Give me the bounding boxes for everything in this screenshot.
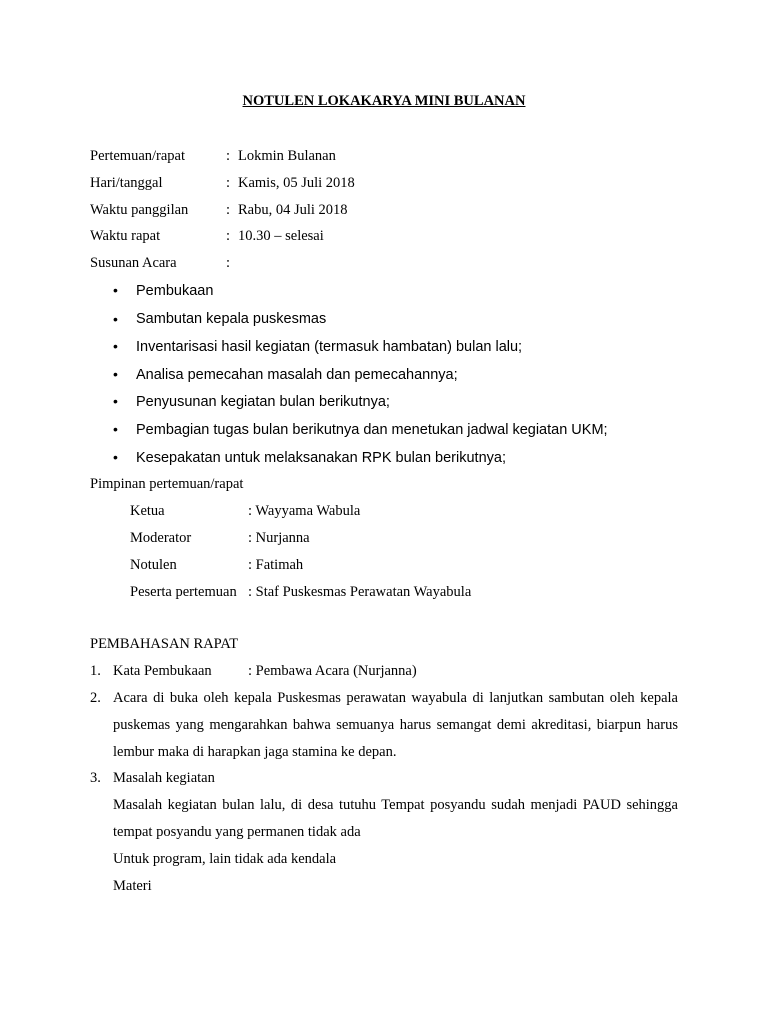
meta-value-invitation: Rabu, 04 Juli 2018 [238, 202, 348, 218]
meta-value-time: 10.30 – selesai [238, 228, 324, 244]
meta-value-meeting: Lokmin Bulanan [238, 148, 336, 164]
meta-label-meeting: Pertemuan/rapat [90, 148, 186, 164]
agenda-item: Kesepakatan untuk melaksanakan RPK bulan berikutnya; [136, 450, 506, 466]
leadership-label: Ketua [130, 503, 165, 519]
discussion-item-text: Acara di buka oleh kepala Puskesmas perawatan wayabula di lanjutkan sambutan oleh kepala puskemas yang mengarahkan bahwa semuanya harus semangat demi akreditasi, biarpun harus lembur maka di harapkan jaga stamina ke depan. [113, 690, 678, 760]
discussion-heading: PEMBAHASAN RAPAT [90, 636, 239, 652]
meta-label-date: Hari/tanggal [90, 175, 163, 191]
leadership-value: : Nurjanna [248, 530, 310, 546]
meta-label-time: Waktu rapat [90, 228, 161, 244]
leadership-value: : Wayyama Wabula [248, 503, 361, 519]
leadership-label: Notulen [130, 557, 177, 573]
bullet-icon: • [113, 311, 118, 327]
discussion-item-label: Kata Pembukaan [113, 663, 212, 679]
agenda-item: Pembagian tugas bulan berikutnya dan menetukan jadwal kegiatan UKM; [136, 422, 608, 438]
bullet-icon: • [113, 449, 118, 465]
meta-colon: : [226, 175, 231, 191]
discussion-item-number: 2. [90, 690, 101, 706]
discussion-item-number: 1. [90, 663, 101, 679]
leadership-heading: Pimpinan pertemuan/rapat [90, 476, 244, 492]
agenda-item: Pembukaan [136, 283, 214, 299]
bullet-icon: • [113, 366, 118, 382]
meta-colon: : [226, 202, 231, 218]
meta-colon: : [226, 228, 231, 244]
meta-value-date: Kamis, 05 Juli 2018 [238, 175, 355, 191]
discussion-item-heading: Masalah kegiatan [113, 770, 215, 786]
discussion-item-line: Untuk program, lain tidak ada kendala [113, 851, 337, 867]
bullet-icon: • [113, 282, 118, 298]
discussion-item-value: : Pembawa Acara (Nurjanna) [248, 663, 417, 679]
discussion-item-line: Materi [113, 878, 152, 894]
agenda-item: Inventarisasi hasil kegiatan (termasuk hambatan) bulan lalu; [136, 339, 523, 355]
agenda-item: Analisa pemecahan masalah dan pemecahannya; [136, 367, 458, 383]
leadership-value: : Fatimah [248, 557, 304, 573]
meta-colon: : [226, 255, 231, 271]
leadership-value: : Staf Puskesmas Perawatan Wayabula [248, 584, 472, 600]
discussion-item-number: 3. [90, 770, 101, 786]
agenda-item: Penyusunan kegiatan bulan berikutnya; [136, 394, 390, 410]
bullet-icon: • [113, 338, 118, 354]
bullet-icon: • [113, 393, 118, 409]
document-title: NOTULEN LOKAKARYA MINI BULANAN [242, 93, 526, 109]
bullet-icon: • [113, 421, 118, 437]
leadership-label: Peserta pertemuan [130, 584, 237, 600]
discussion-item-paragraph: Masalah kegiatan bulan lalu, di desa tutuhu Tempat posyandu sudah menjadi PAUD sehingga tempat posyandu yang permanen tidak ada [113, 797, 678, 840]
meta-label-agenda: Susunan Acara [90, 255, 177, 271]
meta-colon: : [226, 148, 231, 164]
meta-label-invitation: Waktu panggilan [90, 202, 189, 218]
agenda-item: Sambutan kepala puskesmas [136, 311, 327, 327]
leadership-label: Moderator [130, 530, 192, 546]
